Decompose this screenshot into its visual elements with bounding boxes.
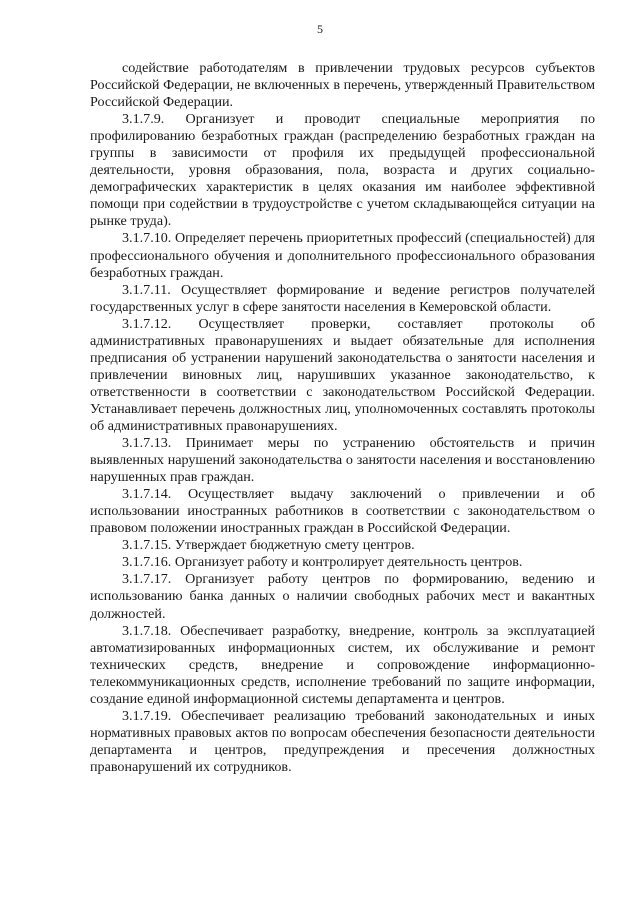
document-body <box>90 60 595 776</box>
paragraph-3-1-7-9: 3.1.7.9. Организует и проводит специальные мероприятия по профилированию безработных граждан (распределению безработных граждан на группы в зависимости от профиля их предыдущей профессиональной деятельности, уровня образования, пола, возраста и других социально-демографических характеристик в целях оказания им наиболее эффективной помощи при содействии в трудоустройстве с учетом складывающейся ситуации на рынке труда). <box>90 111 595 230</box>
paragraph-3-1-7-12: 3.1.7.12. Осуществляет проверки, составляет протоколы об административных правонарушениях и выдает обязательные для исполнения предписания об устранении нарушений законодательства о занятости населения и привлечении виновных лиц, нарушивших указанное законодательство, к ответственности в соответствии с законодательством Российской Федерации. Устанавливает перечень должностных лиц, уполномоченных составлять протоколы об административных правонарушениях. <box>90 315 595 434</box>
paragraph-3-1-7-17: 3.1.7.17. Организует работу центров по формированию, ведению и использованию банка данных о наличии свободных рабочих мест и вакантных должностей. <box>90 571 595 622</box>
page-number: 5 <box>317 22 323 36</box>
paragraph-3-1-7-19: 3.1.7.19. Обеспечивает реализацию требований законодательных и иных нормативных правовых актов по вопросам обеспечения безопасности деятельности департамента и центров, предупреждения и пресечения должностных правонарушений их сотрудников. <box>90 707 595 775</box>
paragraph-3-1-7-11: 3.1.7.11. Осуществляет формирование и ведение регистров получателей государственных услуг в сфере занятости населения в Кемеровской области. <box>90 281 595 315</box>
paragraph-continuation: содействие работодателям в привлечении трудовых ресурсов субъектов Российской Федерации, не включенных в перечень, утвержденный Правительством Российской Федерации. <box>90 60 595 111</box>
paragraph-3-1-7-15: 3.1.7.15. Утверждает бюджетную смету центров. <box>122 537 415 554</box>
paragraph-3-1-7-16: 3.1.7.16. Организует работу и контролирует деятельность центров. <box>122 554 523 571</box>
paragraph-3-1-7-10: 3.1.7.10. Определяет перечень приоритетных профессий (специальностей) для профессионального обучения и дополнительного профессионального образования безработных граждан. <box>90 230 595 281</box>
paragraph-3-1-7-14: 3.1.7.14. Осуществляет выдачу заключений о привлечении и об использовании иностранных работников в соответствии с законодательством о правовом положении иностранных граждан в Российской Федерации. <box>90 486 595 537</box>
paragraph-3-1-7-13: 3.1.7.13. Принимает меры по устранению обстоятельств и причин выявленных нарушений законодательства о занятости населения и восстановлению нарушенных прав граждан. <box>90 435 595 486</box>
paragraph-3-1-7-18: 3.1.7.18. Обеспечивает разработку, внедрение, контроль за эксплуатацией автоматизированных информационных систем, их обслуживание и ремонт технических средств, внедрение и сопровождение информационно-телекоммуникационных средств, исполнение требований по защите информации, создание единой информационной системы департамента и центров. <box>90 622 595 707</box>
